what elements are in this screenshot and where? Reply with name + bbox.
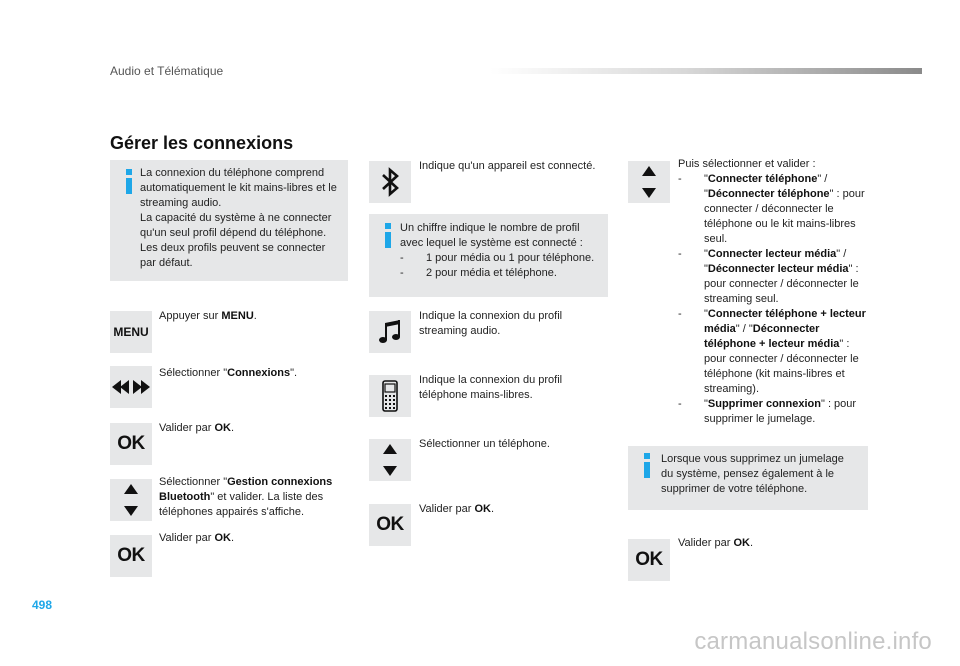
option-item: - "Supprimer connexion" : pour supprimer le jumelage. bbox=[678, 398, 857, 425]
page-number: 498 bbox=[32, 598, 53, 612]
ok-key bbox=[110, 423, 152, 465]
ok-key-label: OK bbox=[117, 433, 145, 454]
ok-key bbox=[110, 535, 152, 577]
up-down-arrows-key bbox=[369, 439, 411, 481]
watermark: carmanualsonline.info bbox=[694, 628, 932, 655]
option-item: - "Connecter téléphone" / "Déconnecter téléphone" : pour connecter / déconnecter le téléphone ou le kit mains-libres seul. bbox=[678, 173, 865, 245]
ok-key bbox=[628, 539, 670, 581]
section-title: Gérer les connexions bbox=[110, 133, 294, 153]
music-key bbox=[369, 311, 411, 353]
up-down-arrows-icon bbox=[383, 444, 397, 476]
left-right-arrows-key bbox=[110, 366, 152, 408]
left-right-arrows-icon bbox=[112, 379, 150, 395]
info-icon bbox=[385, 232, 391, 248]
info-box-profile bbox=[110, 160, 348, 281]
option-item: - "Connecter téléphone + lecteur média" / "Déconnecter téléphone + lecteur média" : pour connecter / déconnecter le téléphone (kit mains-libres et streaming). bbox=[678, 308, 866, 395]
up-down-arrows-key bbox=[110, 479, 152, 521]
menu-key-label: MENU bbox=[113, 325, 149, 339]
info-text-count: Un chiffre indique le nombre de profil avec lequel le système est connecté : - 1 pour média ou 1 pour téléphone. - 2 pour média et téléphone. bbox=[400, 222, 595, 279]
header-title: Audio et Télématique bbox=[110, 64, 224, 78]
option-item: - "Connecter lecteur média" / "Déconnecter lecteur média" : pour connecter / déconnecter le streaming seul. bbox=[678, 248, 859, 305]
bluetooth-key bbox=[369, 161, 411, 203]
header-bar bbox=[490, 68, 922, 74]
phone-icon bbox=[381, 380, 399, 412]
info-text-delete: Lorsque vous supprimez un jumelage du système, pensez également à le supprimer de votre téléphone. bbox=[661, 453, 844, 495]
info-box-count bbox=[369, 214, 608, 297]
info-icon bbox=[126, 178, 132, 194]
ok-key-label: OK bbox=[376, 514, 404, 535]
info-icon bbox=[644, 462, 650, 478]
step-select-connexions: Sélectionner "Connexions". bbox=[159, 367, 298, 379]
menu-key bbox=[110, 311, 152, 353]
audio-description: Indique la connexion du profil streaming audio. bbox=[419, 310, 563, 337]
step-validate-ok: Valider par OK. bbox=[159, 422, 234, 434]
up-down-arrows-icon bbox=[642, 166, 656, 198]
options-intro: Puis sélectionner et valider : bbox=[678, 158, 816, 170]
bluetooth-description: Indique qu'un appareil est connecté. bbox=[419, 160, 596, 172]
up-down-arrows-key bbox=[628, 161, 670, 203]
phone-description: Indique la connexion du profil téléphone mains-libres. bbox=[419, 374, 563, 401]
phone-key bbox=[369, 375, 411, 417]
step-press-menu: Appuyer sur MENU. bbox=[159, 310, 257, 322]
connection-options bbox=[678, 157, 870, 427]
select-phone-text: Sélectionner un téléphone. bbox=[419, 438, 550, 450]
step-validate-ok: Valider par OK. bbox=[159, 532, 234, 544]
step-select-bluetooth-management: Sélectionner "Gestion connexions Bluetooth" et valider. La liste des téléphones appairés s'affiche. bbox=[159, 476, 333, 518]
ok-key bbox=[369, 504, 411, 546]
step-validate-ok: Valider par OK. bbox=[678, 537, 753, 549]
info-text-profile: La connexion du téléphone comprend automatiquement le kit mains-libres et le streaming audio. La capacité du système à ne connecter qu'un seul profil dépend du téléphone. Les deux profils peuvent se connecter par défaut. bbox=[140, 167, 337, 269]
up-down-arrows-icon bbox=[124, 484, 138, 516]
bluetooth-icon bbox=[381, 167, 399, 197]
ok-key-label: OK bbox=[117, 545, 145, 566]
step-validate-ok: Valider par OK. bbox=[419, 503, 494, 515]
info-box-delete bbox=[628, 446, 868, 510]
ok-key-label: OK bbox=[635, 549, 663, 570]
music-note-icon bbox=[378, 319, 402, 345]
